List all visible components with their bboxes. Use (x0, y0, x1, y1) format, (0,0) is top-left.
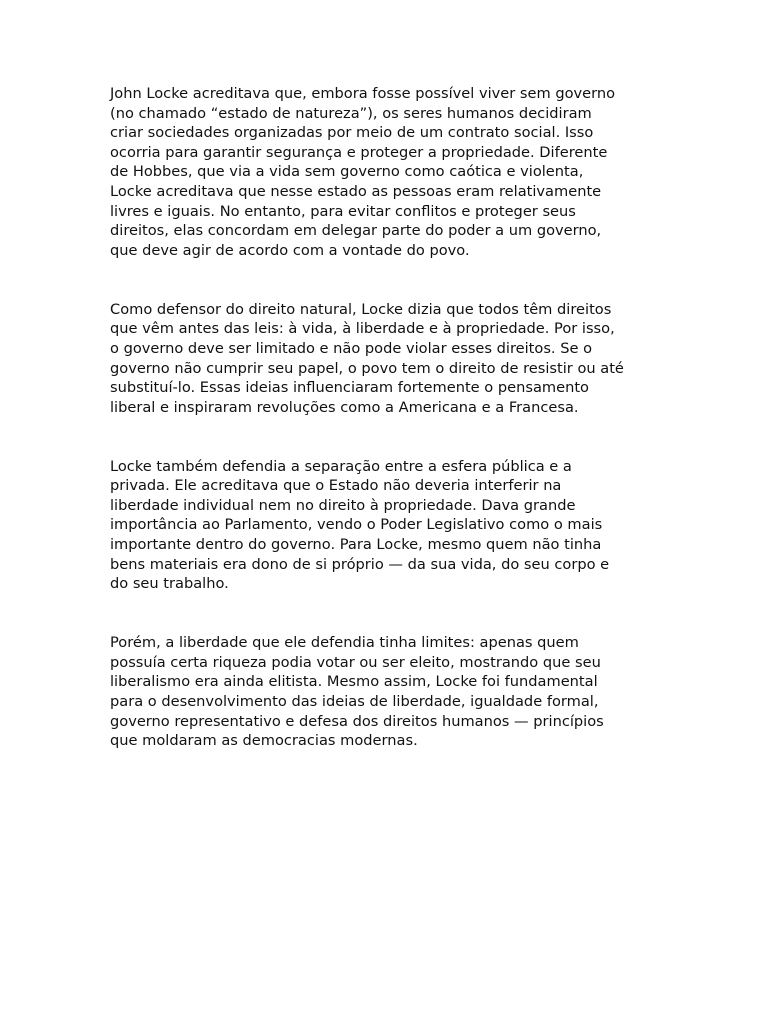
text-line: do seu trabalho. (110, 575, 229, 593)
text-line: privada. Ele acreditava que o Estado não deveria interferir na (110, 477, 562, 495)
text-line: Locke acreditava que nesse estado as pessoas eram relativamente (110, 182, 602, 200)
text-line: ocorria para garantir segurança e proteger a propriedade. Diferente (110, 143, 608, 161)
text-line: importância ao Parlamento, vendo o Poder Legislativo como o mais (110, 516, 603, 534)
text-line: Porém, a liberdade que ele defendia tinha limites: apenas quem (110, 634, 579, 652)
text-line: bens materiais era dono de si próprio — da sua vida, do seu corpo e (110, 555, 610, 573)
document-body (110, 84, 666, 751)
text-line: governo representativo e defesa dos direitos humanos — princípios (110, 712, 604, 730)
text-line: liberal e inspiraram revoluções como a Americana e a Francesa. (110, 398, 579, 416)
text-line: (no chamado “estado de natureza”), os seres humanos decidiram (110, 104, 592, 122)
text-line: possuía certa riqueza podia votar ou ser eleito, mostrando que seu (110, 653, 601, 671)
text-line: que vêm antes das leis: à vida, à liberdade e à propriedade. Por isso, (110, 320, 615, 338)
text-line: direitos, elas concordam em delegar parte do poder a um governo, (110, 222, 602, 240)
paragraph-1 (110, 84, 666, 260)
text-line: criar sociedades organizadas por meio de um contrato social. Isso (110, 124, 594, 142)
paragraph-3 (110, 457, 666, 594)
text-line: de Hobbes, que via a vida sem governo como caótica e violenta, (110, 163, 584, 181)
text-line: governo não cumprir seu papel, o povo tem o direito de resistir ou até (110, 359, 624, 377)
text-line: para o desenvolvimento das ideias de liberdade, igualdade formal, (110, 693, 599, 711)
paragraph-2 (110, 300, 666, 418)
text-line: Locke também defendia a separação entre a esfera pública e a (110, 457, 572, 475)
text-line: o governo deve ser limitado e não pode violar esses direitos. Se o (110, 339, 593, 357)
text-line: que deve agir de acordo com a vontade do povo. (110, 241, 470, 259)
text-line: John Locke acreditava que, embora fosse possível viver sem governo (110, 85, 616, 102)
text-line: que moldaram as democracias modernas. (110, 732, 418, 750)
text-line: importante dentro do governo. Para Locke, mesmo quem não tinha (110, 536, 602, 554)
text-line: substituí-lo. Essas ideias influenciaram fortemente o pensamento (110, 379, 589, 397)
text-line: livres e iguais. No entanto, para evitar conflitos e proteger seus (110, 202, 576, 220)
paragraph-4 (110, 633, 666, 751)
text-line: liberdade individual nem no direito à propriedade. Dava grande (110, 496, 576, 514)
text-line: liberalismo era ainda elitista. Mesmo assim, Locke foi fundamental (110, 673, 598, 691)
text-line: Como defensor do direito natural, Locke dizia que todos têm direitos (110, 300, 612, 318)
